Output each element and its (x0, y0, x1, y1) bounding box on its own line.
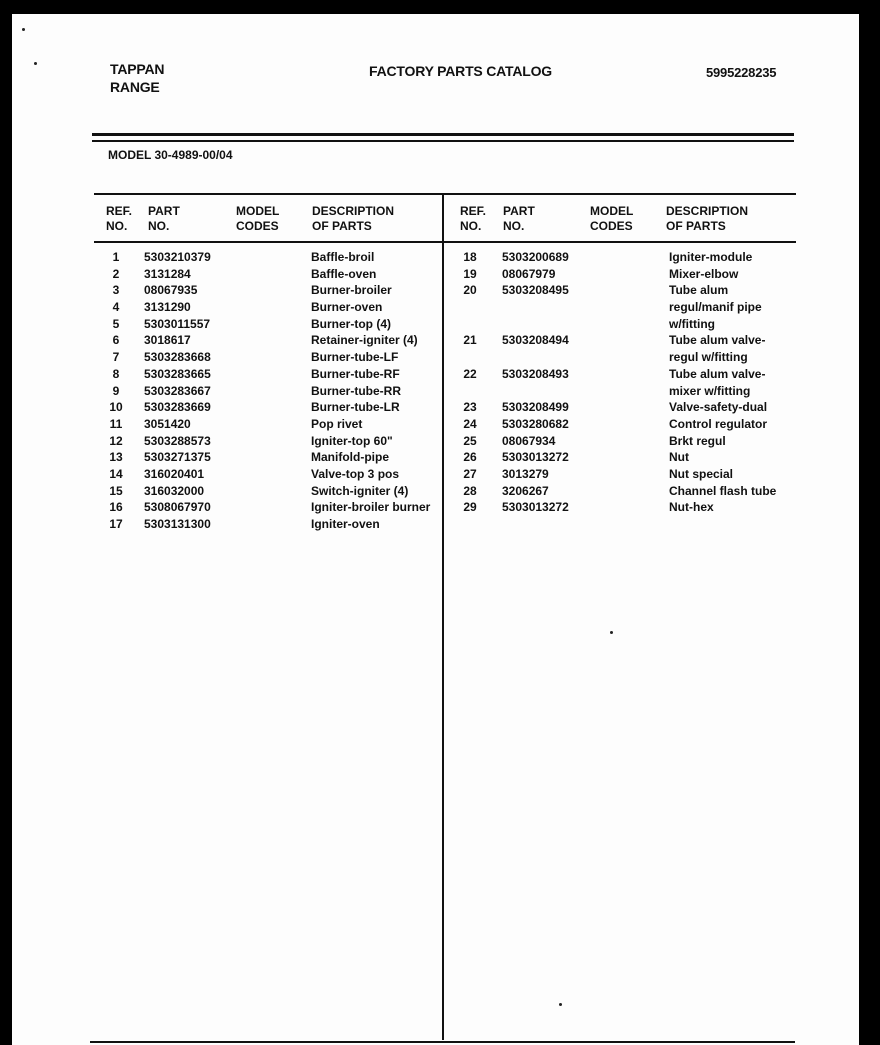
part-description: Valve-safety-dual (669, 400, 768, 415)
part-description: Manifold-pipe (311, 450, 389, 465)
ref-number: 6 (112, 333, 120, 348)
part-number: 5303210379 (144, 250, 211, 264)
ref-number: 17 (109, 517, 123, 531)
table-row (458, 316, 798, 333)
part-number: 3013279 (502, 466, 549, 481)
right-ref-header: REF. NO. (460, 204, 487, 233)
scan-speck (34, 62, 37, 65)
ref-number: 8 (112, 366, 120, 381)
part-description: Burner-top (4) (311, 316, 391, 331)
part-description: Igniter-module (669, 250, 753, 264)
ref-number: 15 (109, 483, 123, 498)
part-description: Mixer-elbow (669, 266, 739, 281)
part-number: 5303271375 (144, 450, 211, 465)
table-row (458, 383, 798, 400)
part-number: 3206267 (502, 483, 549, 498)
table-row (104, 316, 439, 333)
part-description: Retainer-igniter (4) (311, 333, 418, 348)
part-description: Switch-igniter (4) (311, 483, 409, 498)
part-description: Control regulator (669, 416, 767, 431)
right-codes-header: MODEL CODES (590, 204, 634, 233)
left-ref-header: REF. NO. (106, 204, 133, 233)
part-number: 5303208499 (502, 400, 569, 415)
part-description: Burner-tube-LF (311, 350, 399, 365)
part-number: 3131284 (144, 266, 191, 281)
header-rule-thin (92, 140, 794, 142)
ref-number: 25 (463, 433, 477, 448)
ref-number: 3 (112, 283, 120, 298)
table-header-rule (94, 241, 796, 243)
part-description: Channel flash tube (669, 483, 777, 498)
part-number: 5303200689 (502, 250, 569, 264)
part-description: Burner-tube-LR (311, 400, 400, 415)
table-row (104, 249, 439, 266)
table-row (458, 483, 798, 500)
part-description: Nut (669, 450, 689, 465)
ref-number: 14 (109, 466, 123, 481)
scan-speck (559, 1003, 562, 1006)
table-row (458, 349, 798, 366)
part-number: 316032000 (144, 483, 205, 498)
part-description: w/fitting (669, 316, 715, 331)
table-row (104, 299, 439, 316)
table-row (104, 483, 439, 500)
part-description: Baffle-broil (311, 250, 375, 264)
part-description: Pop rivet (311, 416, 363, 431)
ref-number: 12 (109, 433, 123, 448)
table-row (104, 466, 439, 483)
table-row (458, 332, 798, 349)
table-row (458, 366, 798, 383)
ref-number: 10 (109, 400, 123, 415)
table-row (104, 499, 439, 516)
left-codes-header: MODEL CODES (236, 204, 280, 233)
part-number: 5303208494 (502, 333, 569, 348)
ref-number: 5 (112, 316, 120, 331)
ref-number: 11 (109, 416, 123, 431)
table-row (458, 299, 798, 316)
part-number: 3131290 (144, 300, 191, 315)
part-description: Tube alum (669, 283, 729, 298)
part-description: Valve-top 3 pos (311, 466, 400, 481)
part-number: 5303208495 (502, 283, 569, 298)
table-row (104, 266, 439, 283)
part-description: Burner-tube-RR (311, 383, 401, 398)
table-row (458, 499, 798, 516)
part-number: 3051420 (144, 416, 191, 431)
part-description: Nut special (669, 466, 734, 481)
table-row (458, 416, 798, 433)
part-number: 316020401 (144, 466, 205, 481)
ref-number: 13 (109, 450, 123, 465)
ref-number: 2 (112, 266, 120, 281)
part-description: Tube alum valve- (669, 366, 766, 381)
right-desc-header: DESCRIPTION OF PARTS (666, 204, 749, 233)
document-number: 5995228235 (706, 65, 777, 80)
part-number: 5303283665 (144, 366, 211, 381)
part-description: Brkt regul (669, 433, 726, 448)
table-row (458, 399, 798, 416)
ref-number: 7 (112, 350, 120, 365)
part-description: Tube alum valve- (669, 333, 766, 348)
table-row (458, 249, 798, 266)
ref-number: 29 (463, 500, 477, 515)
scan-speck (22, 28, 25, 31)
table-row (104, 399, 439, 416)
ref-number: 19 (463, 266, 477, 281)
part-number: 5303283669 (144, 400, 211, 415)
brand-line-2: RANGE (110, 79, 160, 95)
ref-number: 18 (463, 250, 477, 264)
part-number: 08067979 (502, 266, 556, 281)
part-number: 5303208493 (502, 366, 569, 381)
part-description: Igniter-broiler burner (311, 500, 431, 515)
ref-number: 1 (112, 250, 120, 264)
ref-number: 21 (463, 333, 477, 348)
model-label: MODEL 30-4989-00/04 (108, 148, 233, 162)
ref-number: 24 (463, 416, 477, 431)
brand-line-1: TAPPAN (110, 61, 165, 77)
part-description: regul w/fitting (669, 350, 748, 365)
ref-number: 16 (109, 500, 123, 515)
part-description: mixer w/fitting (669, 383, 751, 398)
left-parts-table (104, 249, 439, 533)
ref-number: 20 (463, 283, 477, 298)
ref-number: 26 (463, 450, 477, 465)
part-description: Igniter-top 60" (311, 433, 393, 448)
part-number: 5308067970 (144, 500, 211, 515)
column-divider (442, 195, 444, 1040)
part-number: 5303013272 (502, 450, 569, 465)
part-number: 5303283668 (144, 350, 211, 365)
part-description: Nut-hex (669, 500, 714, 515)
ref-number: 27 (463, 466, 477, 481)
part-description: regul/manif pipe (669, 300, 762, 315)
part-description: Baffle-oven (311, 266, 377, 281)
right-part-header: PART NO. (503, 204, 535, 233)
part-number: 5303280682 (502, 416, 569, 431)
scan-speck (610, 631, 613, 634)
part-description: Burner-broiler (311, 283, 392, 298)
ref-number: 9 (112, 383, 120, 398)
table-row (104, 516, 439, 533)
table-top-rule (94, 193, 796, 195)
brand-name (110, 60, 164, 96)
left-part-header: PART NO. (148, 204, 180, 233)
table-row (104, 416, 439, 433)
part-number: 5303288573 (144, 433, 211, 448)
catalog-page (12, 14, 859, 1045)
table-row (458, 466, 798, 483)
table-row (104, 366, 439, 383)
part-description: Burner-oven (311, 300, 383, 315)
table-row (104, 332, 439, 349)
part-number: 08067934 (502, 433, 556, 448)
table-row (104, 349, 439, 366)
header-rule-thick (92, 133, 794, 136)
part-description: Igniter-oven (311, 517, 380, 531)
ref-number: 4 (112, 300, 120, 315)
table-row (104, 449, 439, 466)
part-number: 5303131300 (144, 517, 211, 531)
part-number: 5303011557 (144, 316, 211, 331)
left-desc-header: DESCRIPTION OF PARTS (312, 204, 395, 233)
part-description: Burner-tube-RF (311, 366, 400, 381)
ref-number: 23 (463, 400, 477, 415)
table-row (458, 266, 798, 283)
ref-number: 22 (463, 366, 477, 381)
table-bottom-rule (90, 1041, 795, 1043)
part-number: 5303283667 (144, 383, 211, 398)
ref-number: 28 (463, 483, 477, 498)
part-number: 3018617 (144, 333, 191, 348)
table-row (458, 433, 798, 450)
table-row (458, 449, 798, 466)
table-row (104, 383, 439, 400)
table-row (104, 433, 439, 450)
part-number: 08067935 (144, 283, 198, 298)
table-row (104, 282, 439, 299)
catalog-title: FACTORY PARTS CATALOG (369, 63, 552, 79)
part-number: 5303013272 (502, 500, 569, 515)
table-row (458, 282, 798, 299)
right-parts-table (458, 249, 798, 516)
